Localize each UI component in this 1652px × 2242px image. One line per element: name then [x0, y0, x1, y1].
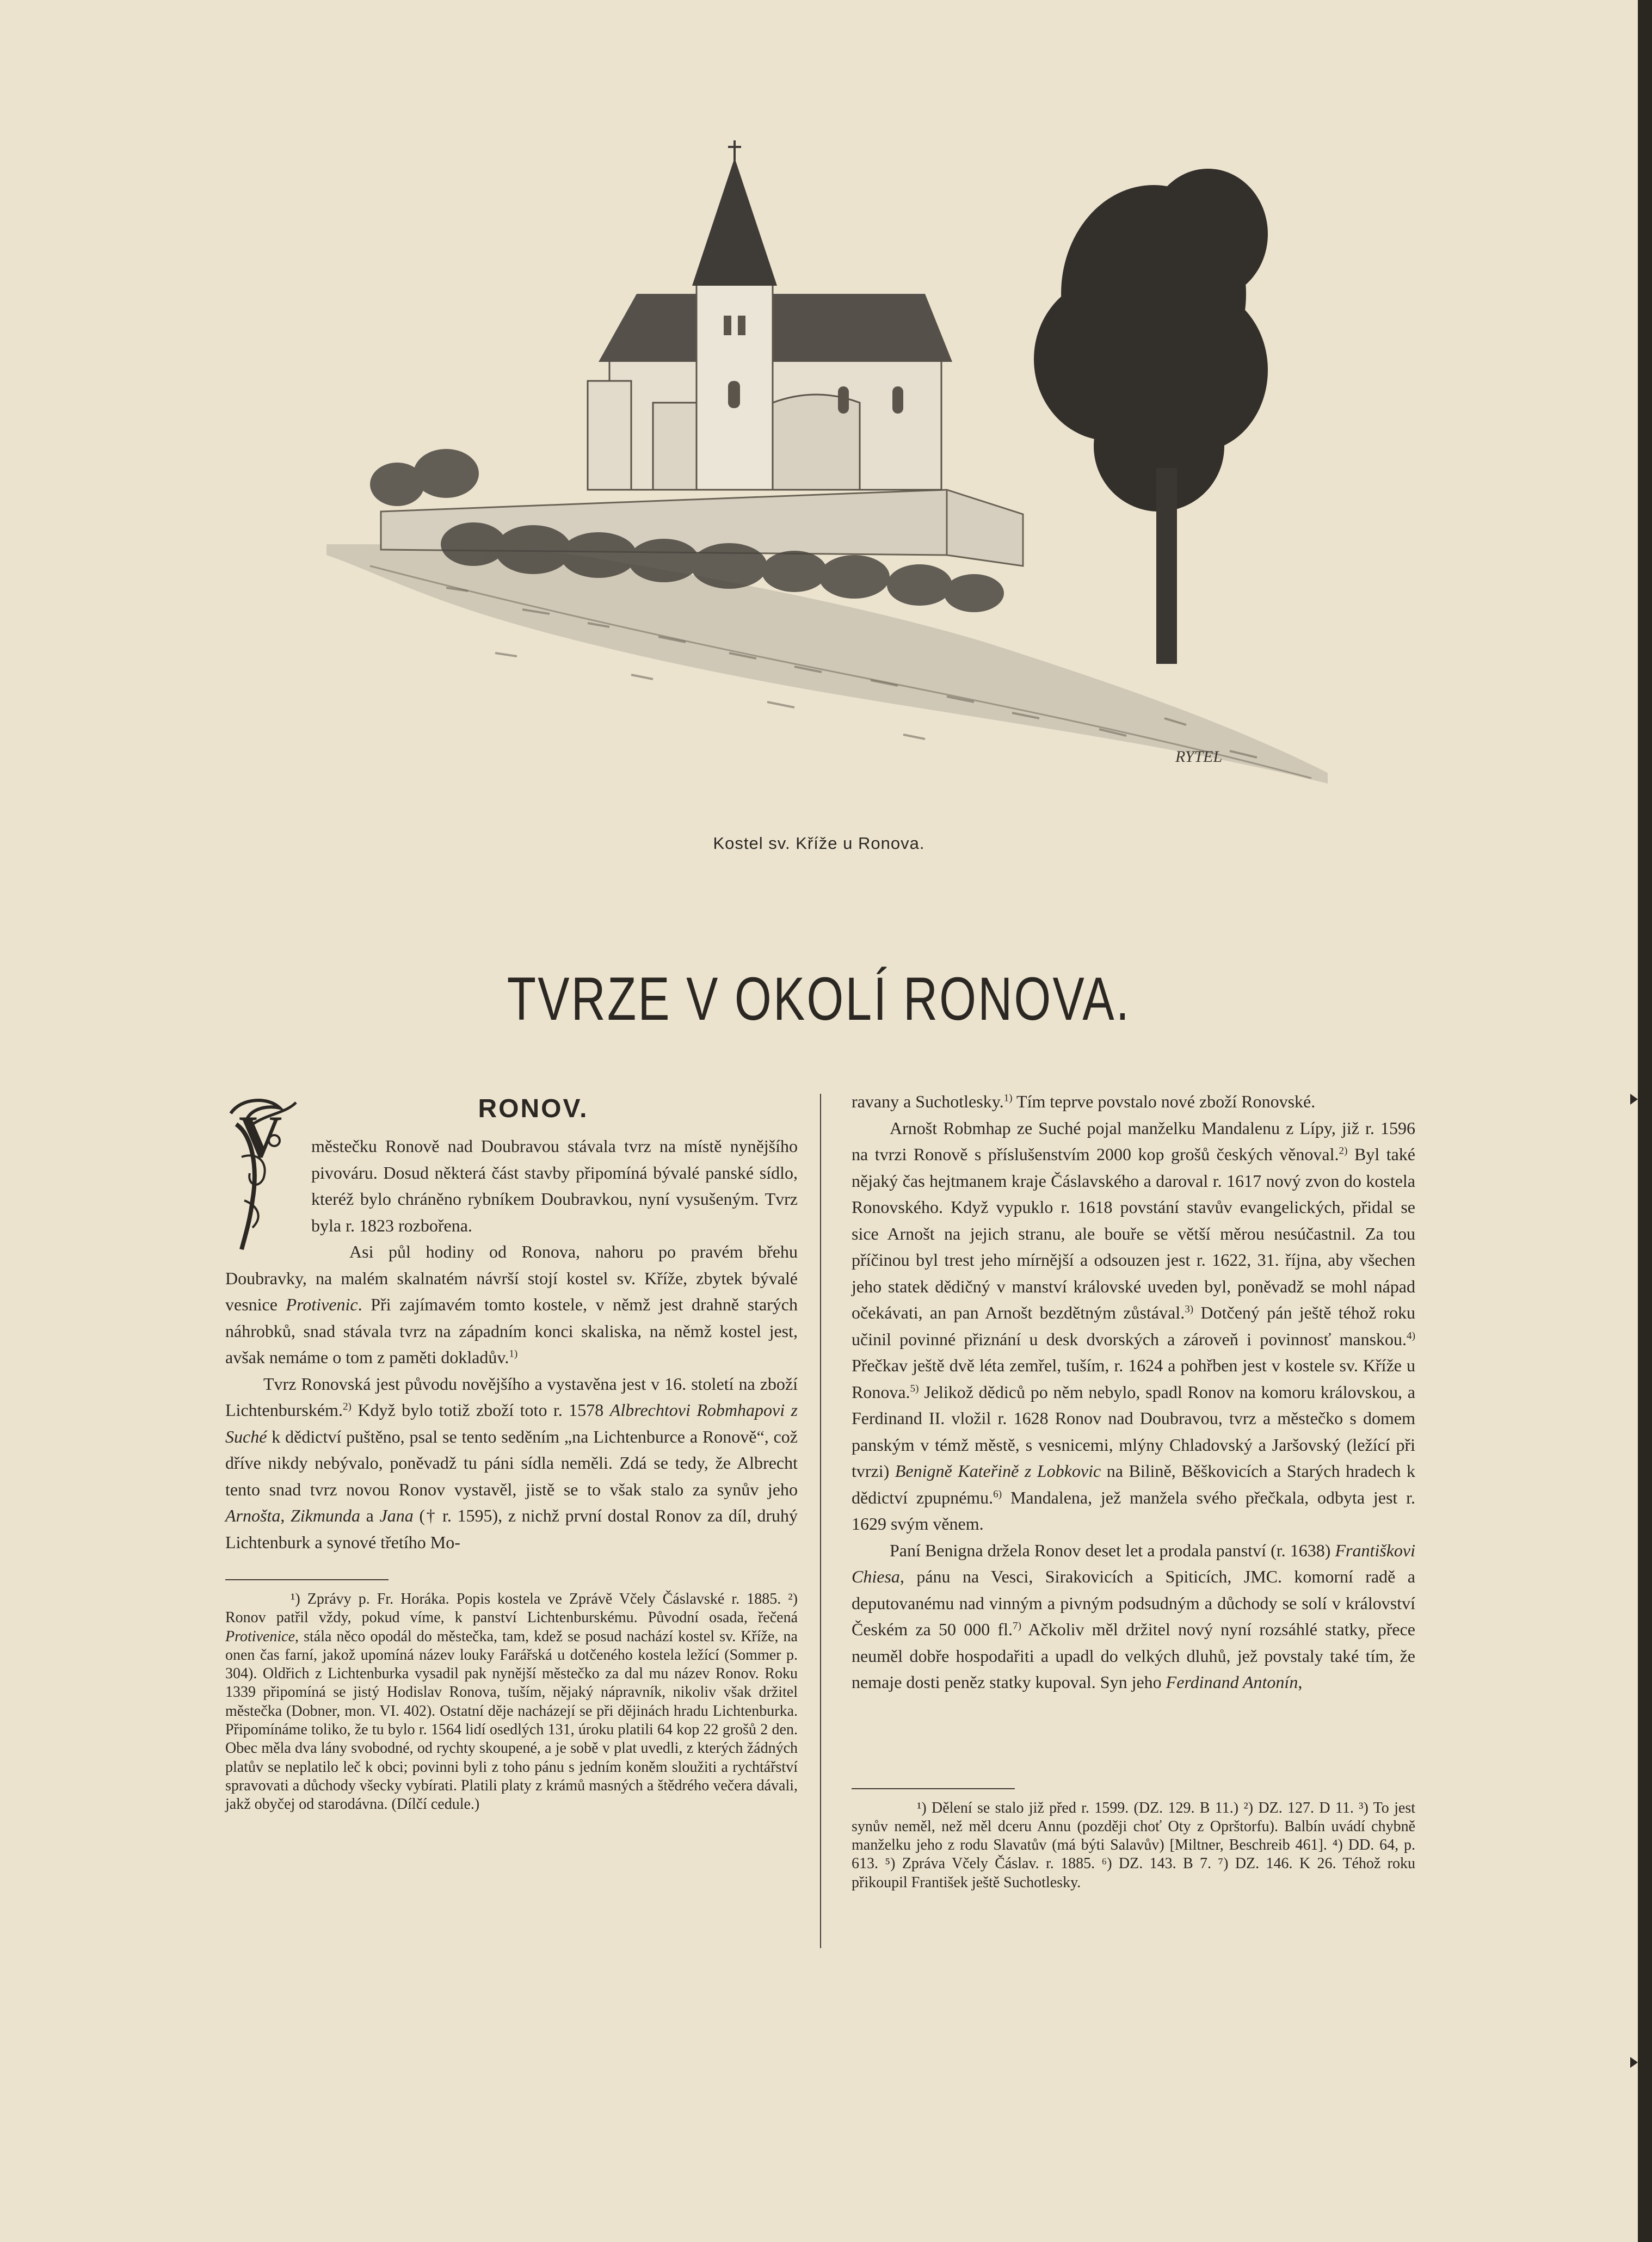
paragraph-r1: ravany a Suchotlesky.$^{1)}$ Tím teprve povstalo nové zboží Ronovské. — [852, 1092, 1316, 1111]
church-illustration — [305, 131, 1355, 794]
tower-window — [724, 316, 731, 335]
illustration-caption: Kostel sv. Kříže u Ronova. — [713, 834, 925, 853]
decorated-initial — [220, 1092, 301, 1255]
margin-mark-bottom — [1630, 2057, 1638, 2068]
footnote-ref: 2) — [342, 1401, 352, 1413]
footnote-ref: 1) — [509, 1348, 518, 1360]
footnote-rule — [225, 1579, 389, 1580]
dropcap-letter: V — [239, 1104, 282, 1170]
tower-spire — [692, 158, 777, 286]
left-column — [225, 1088, 798, 1814]
left-footnotes: ¹) Zprávy p. Fr. Horáka. Popis kostela ve Zprávě Včely Čáslavské r. 1885. ²) Ronov patřil vždy, pokud víme, k panství Lichtenburskému. Původní osada, řečená Protivenice, stála něco opodál do městečka, tam, kdež se posud nachází kostel sv. Kříže, na onen čas farní, jakož upomíná název louky Farářská u dotčeného kostela ležící (Sommer p. 304). Oldřich z Lichtenburka vysadil pak nynější městečko za dal mu název Ronov. Roku 1339 připomíná se jistý Hodislav Ronova, tuším, nějaký nápravník, nikoliv však držitel městečka (Dobner, mon. VI. 402). Ostatní děje nacházejí se při dějinách hradu Lichtenburka. Připomínáme toliko, že tu bylo r. 1564 lidí osedlých 131, úroku platili 64 kop 22 grošů 2 den. Obec měla dva lány svobodné, od rychty skoupené, a je sobě v plat uvedli, z kterých žádných platův se neplatilo leč k obci; povinni byli z toho pánu s jedním koněm sloužiti a rychtářství spravovati a důchody všecky vybírati. Platili platy z krámů masných a štědrého večera dávali, jakž obyčej od starodávna. (Dílčí cedule.) — [225, 1591, 798, 1813]
nave-roof — [599, 294, 952, 362]
footnote-rule — [852, 1788, 1015, 1789]
tree-trunk — [1156, 468, 1177, 664]
paragraph-1-text: městečku Ronově nad Doubravou stávala tvrz na místě nynějšího pivováru. Dosud některá část stavby připomíná bývalé panské sídlo, kteréž bylo chráněno rybníkem Doubravkou, nyní vysušeným. Tvrz byla r. 1823 rozbořena. — [311, 1136, 798, 1235]
section-heading: RONOV. — [478, 1094, 589, 1123]
left-building — [588, 381, 631, 490]
tree — [1034, 169, 1268, 512]
paragraph-2: Asi půl hodiny od Ronova, nahoru po pravém břehu Doubravky, na malém skalnatém návrší stojí kostel sv. Kříže, zbytek bývalé vesnice Protivenic. Při zajímavém tomto kostele, v němž jest drahně starých náhrobků, snad stávala tvrz na západním konci skaliska, na němž kostel jest, avšak nemáme o tom z paměti dokladův.$^{1)}$ — [225, 1242, 798, 1367]
right-column — [852, 1088, 1415, 1892]
page-edge — [1638, 0, 1652, 2242]
paragraph-3: Tvrz Ronovská jest původu novějšího a vystavěna jest v 16. století na zboží Lichtenburském.$^{2)}$ Když bylo totiž zboží toto r. 1578 Albrechtovi Robmhapovi z Suché k dědictví puštěno, psal se tento seděním „na Lichtenburce a Ronově“, což dříve nikdy nebývalo, poněvadž tu páni sídla neměli. Zdá se tedy, že Albrecht tento snad tvrz novou Ronov vystavěl, jistě se to však stalo za synův jeho Arnošta, Zikmunda a Jana († r. 1595), z nichž první dostal Ronov za díl, druhý Lichtenburk a synové třetího Mo- — [225, 1373, 798, 1552]
paragraph-r2: Arnošt Robmhap ze Suché pojal manželku Mandalenu z Lípy, již r. 1596 na tvrzi Ronově s příslušenstvím 2000 kop grošů českých věnoval.$^{2)}$ Byl také nějaký čas hejtmanem kraje Čáslavského a daroval r. 1617 nový zvon do kostela Ronovského. Když vypuklo r. 1618 povstání stavův evangelických, přidal se sice Arnošt na jejich stranu, ale bouře se větší měrou nesúčastnil. Za tou příčinou byl trest jeho mírnější a odsouzen jest r. 1622, 31. října, aby všechen jeho statek dědičný v manství královské uveden byl, poněvadž se mohl nápad očekávati, an pan Arnošt bezdětným zůstával.$^{3)}$ Dotčený pán ještě téhož roku učinil povinné přiznání u desk dvorských a zároveň i povinnosť manskou.$^{4)}$ Přečkav ještě dvě léta zemřel, tuším, r. 1624 a pohřben jest v kostele sv. Kříže u Ronova.$^{5)}$ Jelikož dědiců po něm nebylo, spadl Ronov na komoru královskou, a Ferdinand II. vložil r. 1628 Ronov nad Doubravou, tvrz a městečko s domem panským v témž městě, s vesnicemi, mlýny Chladovský a Jaršovský (ležící při tvrzi) Benigně Kateřině z Lobkovic na Bilině, Běškovicích a Starých hradech k dědictví zpupnému.$^{6)}$ Mandalena, jež manžela svého přečkala, odbyta jest r. 1629 svým věnem. — [852, 1118, 1416, 1533]
paragraph-1 — [225, 1104, 798, 1239]
column-divider — [820, 1094, 821, 1948]
illustration-signature: RYTEL — [1175, 748, 1223, 766]
right-footnotes: ¹) Dělení se stalo již před r. 1599. (DZ. 129. B 11.) ²) DZ. 127. D 11. ³) To jest synův neměl, než měl dceru Annu (později choť Oty z Oprštorfu). Balbín uvádí chybně manželku jeho z rodu Slavatův (má býti Salavův) [Miltner, Beschreib 461]. ⁴) DD. 64, p. 613. ⁵) Zpráva Včely Čáslav. r. 1885. ⁶) DZ. 143. B 7. ⁷) DZ. 146. K 26. Téhož roku přikoupil František ještě Suchotlesky. — [852, 1799, 1415, 1891]
margin-mark-top — [1630, 1094, 1638, 1105]
footnote-ref: 1) — [1003, 1092, 1013, 1104]
paragraph-r3: Paní Benigna držela Ronov deset let a prodala panství (r. 1638) Františkovi Chiesa, pánu na Vesci, Sirakovicích a Spiticích, JMC. komorní radě a deputovanému nad vinným a pivným podsudným a důchody se solí v království Českém za 50 000 fl.$^{7)}$ Ačkoliv měl držitel nový nyní rozsáhlé statky, přece neuměl dobře hospodařiti a upadl do velkých dluhů, jež povstaly také tím, že nemaje dosti peněz statky kupoval. Syn jeho Ferdinand Antonín, — [852, 1540, 1416, 1692]
article-title: TVRZE V OKOLÍ RONOVA. — [507, 965, 1131, 1033]
